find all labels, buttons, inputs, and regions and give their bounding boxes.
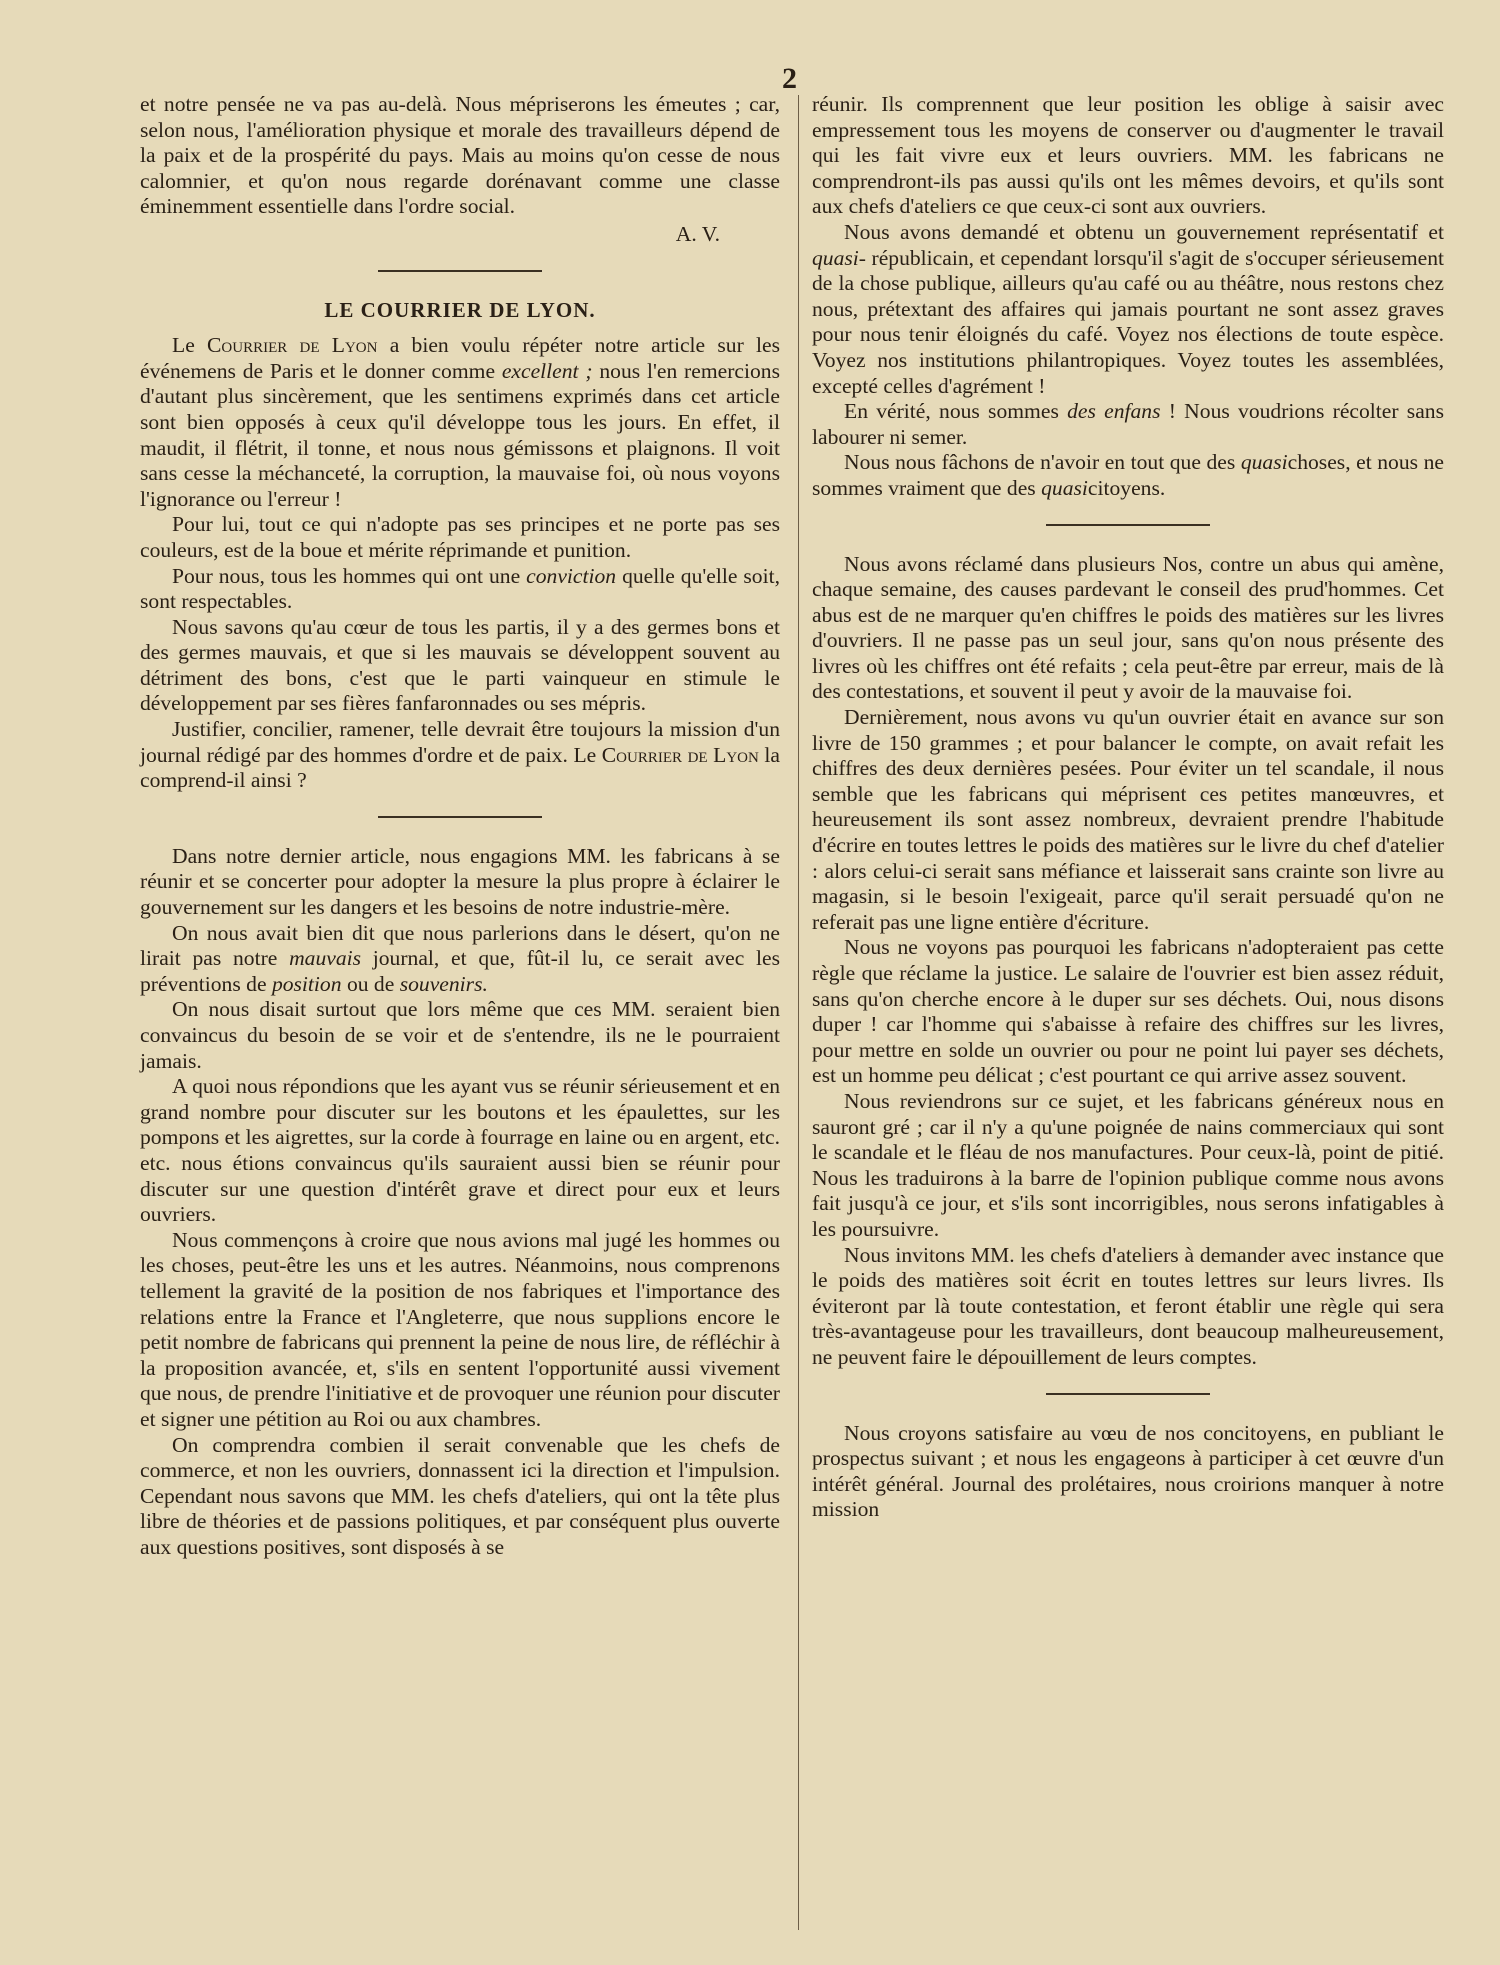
page-number: 2 xyxy=(782,62,797,95)
section-heading-courrier: LE COURRIER DE LYON. xyxy=(324,297,596,322)
section-separator xyxy=(1046,524,1210,526)
courrier-paragraph-3: Pour nous, tous les hommes qui ont une conviction quelle qu'elle soit, sont respectables. xyxy=(140,563,780,614)
continuation-paragraph-1: réunir. Ils comprennent que leur position les oblige à saisir avec empressement tous les moyens de conserver ou d'augmenter le travail qui les fait vivre eux et leurs ouvriers. MM. les fabricans ne comprendront-ils pas aussi qu'ils ont les mêmes devoirs, et qu'ils sont aux chefs d'ateliers ce que ceux-ci sont aux ouvriers. xyxy=(812,92,1444,219)
courrier-paragraph-4: Nous savons qu'au cœur de tous les partis, il y a des germes bons et des germes mauvais, et que si les mauvais se développent souvent au détriment des bons, c'est que le parti vainqueur en stimule le développement par ses fières fanfaronnades ou ses mépris. xyxy=(140,614,780,716)
continuation-paragraph-3: En vérité, nous sommes des enfans ! Nous voudrions récolter sans labourer ni semer. xyxy=(812,399,1444,449)
author-signature: A. V. xyxy=(675,221,720,246)
fabricans-paragraph-2: On nous avait bien dit que nous parlerions dans le désert, qu'on ne lirait pas notre mauvais journal, et que, fût-il lu, ce serait avec les préventions de position ou de souvenirs. xyxy=(140,920,780,996)
continuation-paragraph-4: Nous nous fâchons de n'avoir en tout que des quasichoses, et nous ne sommes vraiment que des quasicitoyens. xyxy=(812,450,1444,500)
poids-paragraph-2: Dernièrement, nous avons vu qu'un ouvrier était en avance sur son livre de 150 grammes ; et pour balancer le compte, on avait refait les chiffres des deux dernières pesées. Pour éviter un tel scandale, il nous semble que les fabricans qui méprisent ces petites manœuvres, et heureusement ils sont assez nombreux, devraient prendre l'habitude d'écrire en toutes lettres le poids des matières sur le livre du chef d'atelier : alors celui-ci serait sans méfiance et laisserait sans crainte son livre au magasin, si le besoin l'exigeait, parce qu'il serait persuadé qu'on ne referait pas une ligne entière d'écriture. xyxy=(812,705,1444,934)
fabricans-paragraph-6: On comprendra combien il serait convenable que les chefs de commerce, et non les ouvriers, donnassent ici la direction et l'impulsion. Cependant nous savons que MM. les chefs d'ateliers, qui ont la tête plus libre de théories et de passions politiques, et par conséquent plus ouverte aux questions positives, sont disposés à se xyxy=(140,1432,780,1559)
poids-paragraph-3: Nous ne voyons pas pourquoi les fabricans n'adopteraient pas cette règle que réclame la justice. Le salaire de l'ouvrier est bien assez réduit, sans qu'on cherche encore à le duper sur ses déchets. Oui, nous disons duper ! car l'homme qui s'abaisse à refaire des chiffres sur les livres, pour mettre en solde un ouvrier ou pour ne point lui payer ses déchets, est un homme peu délicat ; c'est pourtant ce qui arrive assez souvent. xyxy=(812,935,1444,1088)
courrier-paragraph-5: Justifier, concilier, ramener, telle devrait être toujours la mission d'un journal rédigé par des hommes d'ordre et de paix. Le Courrier de Lyon la comprend-il ainsi ? xyxy=(140,717,780,793)
courrier-paragraph-2: Pour lui, tout ce qui n'adopte pas ses principes et ne porte pas ses couleurs, est de la boue et mérite réprimande et punition. xyxy=(140,512,780,562)
poids-paragraph-1: Nous avons réclamé dans plusieurs Nos, contre un abus qui amène, chaque semaine, des causes pardevant le conseil des prud'hommes. Cet abus est de ne marquer qu'en chiffres le poids des matières sur les livres d'ouvriers. Il ne passe pas un seul jour, sans qu'on nous présente des livres où les chiffres ont été refaits ; cela peut-être par erreur, mais de là des contestations, et souvent il peut y avoir de la mauvaise foi. xyxy=(812,551,1444,704)
intro-paragraph: et notre pensée ne va pas au-delà. Nous mépriserons les émeutes ; car, selon nous, l'amélioration physique et morale des travailleurs dépend de la paix et de la prospérité du pays. Mais au moins qu'on cesse de nous calomnier, et qu'on nous regarde dorénavant comme une classe éminemment essentielle dans l'ordre social. xyxy=(140,92,780,219)
poids-paragraph-4: Nous reviendrons sur ce sujet, et les fabricans généreux nous en sauront gré ; car il n'y a qu'une poignée de nains commerciaux qui sont le scandale et le fléau de nos manufactures. Pour ceux-là, point de pitié. Nous les traduirons à la barre de l'opinion publique comme nous avons fait jusqu'à ce jour, et s'ils sont incorrigibles, nous serons infatigables à les poursuivre. xyxy=(812,1088,1444,1241)
continuation-paragraph-2: Nous avons demandé et obtenu un gouvernement représentatif et quasi- républicain, et cependant lorsqu'il s'agit de s'occuper sérieusement de la chose publique, ailleurs qu'au café ou au théâtre, nous restons chez nous, prétextant des affaires qui jamais pourtant ne sont assez graves pour nous tenir éloignés du café. Voyez nos élections de toute espèce. Voyez nos institutions philantropiques. Voyez toutes les assemblées, excepté celles d'agrément ! xyxy=(812,219,1444,398)
fabricans-paragraph-3: On nous disait surtout que lors même que ces MM. seraient bien convaincus du besoin de se voir et de s'entendre, ils ne le pourraient jamais. xyxy=(140,997,780,1073)
prospectus-paragraph-1: Nous croyons satisfaire au vœu de nos concitoyens, en publiant le prospectus suivant ; et nous les engageons à participer à cet œuvre d'un intérêt général. Journal des prolétaires, nous croirions manquer à notre mission xyxy=(812,1420,1444,1522)
left-column xyxy=(140,92,780,1560)
fabricans-paragraph-5: Nous commençons à croire que nous avions mal jugé les hommes ou les choses, peut-être les uns et les autres. Néanmoins, nous comprenons tellement la gravité de la position de nos fabriques et l'importance des relations entre la France et l'Angleterre, que nous supplions encore le petit nombre de fabricans qui prennent la peine de nous lire, de réfléchir à la proposition avancée, et, s'ils en sentent l'opportunité aussi vivement que nous, de prendre l'initiative et de provoquer une réunion pour discuter et signer une pétition au Roi ou aux chambres. xyxy=(140,1227,780,1431)
poids-paragraph-5: Nous invitons MM. les chefs d'ateliers à demander avec instance que le poids des matières soit écrit en toutes lettres sur leurs livres. Ils éviteront par là toute contestation, et feront établir une règle qui sera très-avantageuse pour les travailleurs, dont beaucoup malheureusement, ne peuvent faire le dépouillement de leurs comptes. xyxy=(812,1242,1444,1369)
section-separator xyxy=(1046,1393,1210,1395)
section-separator xyxy=(378,270,542,272)
courrier-paragraph-1: Le Courrier de Lyon a bien voulu répéter notre article sur les événemens de Paris et le donner comme excellent ; nous l'en remercions d'autant plus sincèrement, que les sentimens exprimés dans cet article sont bien opposés à ceux qu'il développe tous les jours. En effet, il maudit, il flétrit, il tonne, et nous nous gémissons et plaignons. Il voit sans cesse la méchanceté, la corruption, la mauvaise foi, où nous voyons l'ignorance ou l'erreur ! xyxy=(140,333,780,511)
column-divider xyxy=(798,95,799,1930)
fabricans-paragraph-4: A quoi nous répondions que les ayant vus se réunir sérieusement et en grand nombre pour discuter sur les boutons et les épaulettes, sur les pompons et les aigrettes, sur la corde à fourrage en laine ou en argent, etc. etc. nous étions convaincus qu'ils sauraient aussi bien se réunir pour discuter sur une question d'intérêt grave et direct pour eux et leurs ouvriers. xyxy=(140,1074,780,1227)
section-separator xyxy=(378,816,542,818)
fabricans-paragraph-1: Dans notre dernier article, nous engagions MM. les fabricans à se réunir et se concerter pour adopter la mesure la plus propre à éclairer le gouvernement sur les dangers et les besoins de notre industrie-mère. xyxy=(140,843,780,920)
right-column xyxy=(812,92,1444,1523)
